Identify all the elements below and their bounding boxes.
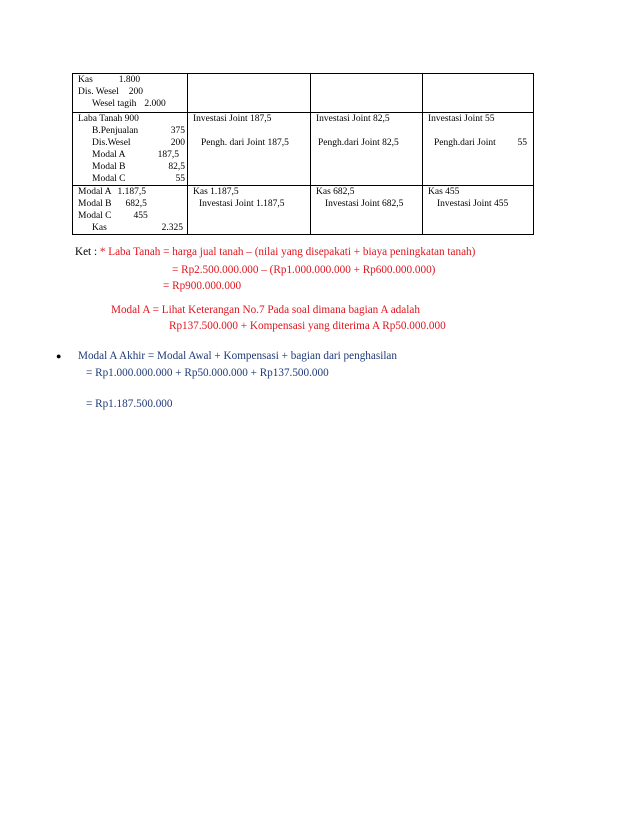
modal-a-line-2: Rp137.500.000 + Kompensasi yang diterima A Rp50.000.000 [169,320,446,332]
entry-label: Dis. Wesel [78,87,119,97]
ket-line-3: = Rp900.000.000 [163,280,242,292]
entry-value: 55 [175,174,185,184]
table-row [73,74,534,113]
entry-value: 682,5 [125,199,147,209]
journal-cell [188,186,311,235]
entry-head: Kas 455 [428,187,460,197]
bullet-icon: ● [56,351,62,361]
ket-line-2: = Rp2.500.000.000 – (Rp1.000.000.000 + Rp600.000.000) [172,264,436,276]
entry-label: Modal A [92,150,126,160]
journal-cell [423,113,534,186]
entry-head: Investasi Joint 55 [428,114,495,124]
entry-label: Modal A [78,187,112,197]
entry-sub: Pengh.dari Joint [434,138,496,148]
journal-cell [423,186,534,235]
entry-label: Modal B [92,162,126,172]
entry-value: 82,5 [168,162,185,172]
journal-cell [311,186,423,235]
entry-value: 200 [128,87,144,97]
journal-cell [311,113,423,186]
entry-sub: Pengh. dari Joint 187,5 [201,138,289,148]
journal-cell [423,74,534,113]
entry-value: 1.187,5 [117,187,147,197]
journal-cell [73,113,188,186]
journal-cell [311,74,423,113]
entry-head: Investasi Joint 82,5 [316,114,390,124]
entry-sub: Investasi Joint 455 [437,199,509,209]
entry-sub: Investasi Joint 1.187,5 [199,199,285,209]
entry-label: Dis.Wesel [92,138,131,148]
entry-label: B.Penjualan [92,126,139,136]
journal-cell [73,74,188,113]
entry-value: 187,5 [157,150,179,160]
entry-label: Modal C [78,211,112,221]
akhir-line-2: = Rp1.000.000.000 + Rp50.000.000 + Rp137.500.000 [86,367,329,379]
entry-value: 1.800 [118,75,141,85]
entry-value: 455 [133,211,148,221]
entry-sub: Pengh.dari Joint 82,5 [318,138,399,148]
journal-table [72,73,534,235]
entry-label: Wesel tagih [92,99,137,109]
entry-sub: Investasi Joint 682,5 [325,199,404,209]
entry-value: 200 [170,138,185,148]
entry-label: Kas [92,223,107,233]
ket-formula: * Laba Tanah = harga jual tanah – (nilai yang disepakati + biaya peningkatan tanah) [99,246,476,258]
entry-label: Modal B [78,199,112,209]
table-row [73,186,534,235]
entry-value: 55 [517,138,527,148]
entry-head: Laba Tanah 900 [78,114,139,124]
entry-value: 2.000 [144,99,166,109]
entry-label: Kas [78,75,93,85]
entry-value: 375 [170,126,185,136]
entry-value: 2.325 [161,223,183,233]
entry-label: Modal C [92,174,126,184]
entry-head: Kas 1.187,5 [193,187,239,197]
journal-cell [73,186,188,235]
table-row [73,113,534,186]
ket-prefix: Ket : [75,246,100,258]
journal-cell [188,74,311,113]
entry-head: Kas 682,5 [316,187,355,197]
akhir-line-3: = Rp1.187.500.000 [86,398,173,410]
ket-line-1 [75,246,475,259]
modal-a-line-1: Modal A = Lihat Keterangan No.7 Pada soal dimana bagian A adalah [111,304,420,316]
entry-head: Investasi Joint 187,5 [193,114,272,124]
akhir-line-1: Modal A Akhir = Modal Awal + Kompensasi + bagian dari penghasilan [78,350,397,362]
journal-cell [188,113,311,186]
